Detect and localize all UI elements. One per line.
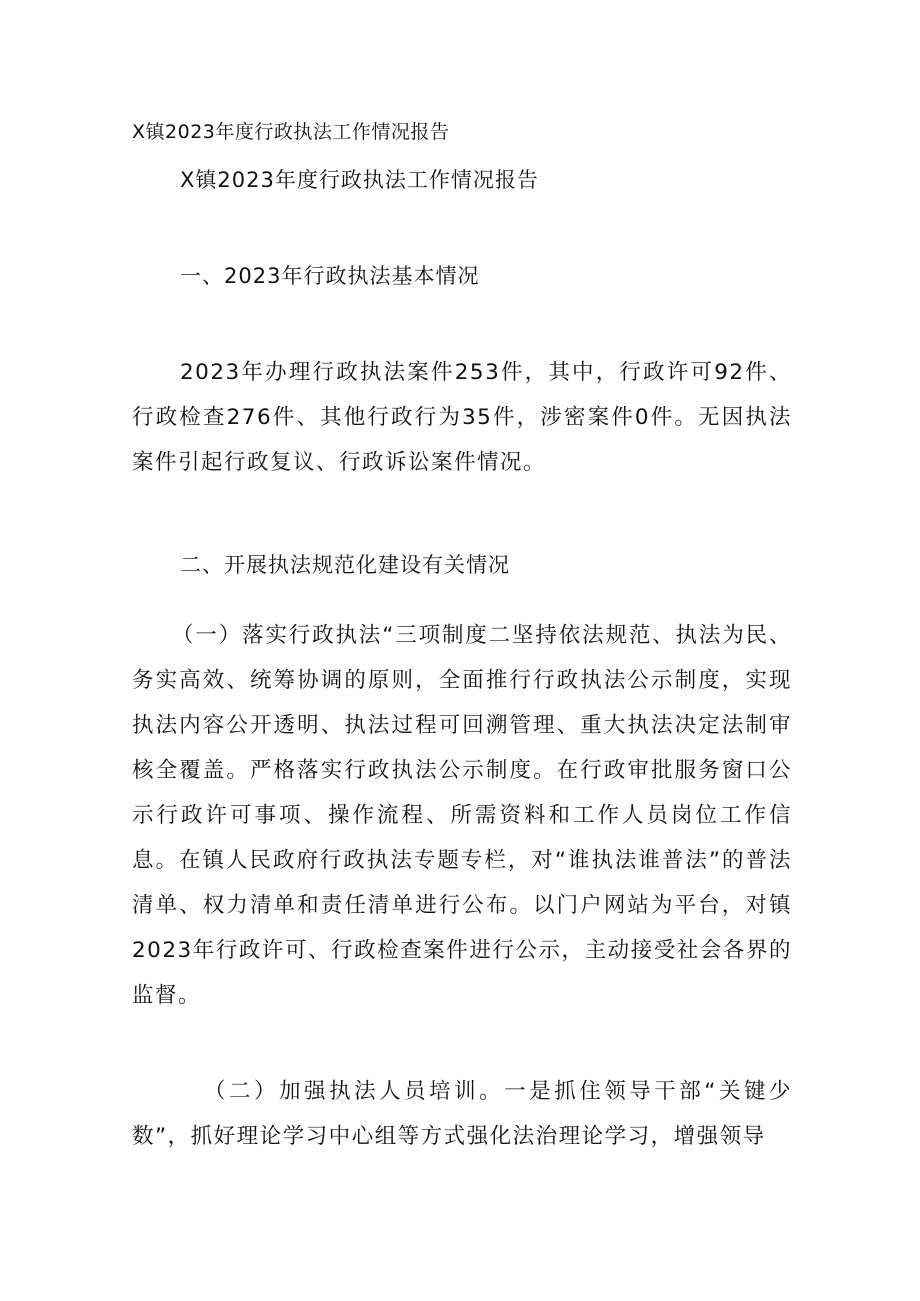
document-title: X镇2023年度行政执法工作情况报告 (180, 168, 539, 192)
section1-paragraph: 2023年办理行政执法案件253件，其中，行政许可92件、行政检查276件、其他行政行为35件，涉密案件0件。无因执法案件引起行政复议、行政诉讼案件情况。 (132, 360, 792, 475)
header-title: X镇2023年度行政执法工作情况报告 (132, 121, 450, 143)
section1-heading: 一、2023年行政执法基本情况 (180, 264, 480, 288)
section2-paragraph-1: （一）落实行政执法“三项制度二坚持依法规范、执法为民、务实高效、统筹协调的原则，全面推行行政执法公示制度，实现执法内容公开透明、执法过程可回溯管理、重大执法决定法制审核全覆盖。严格落实行政执法公示制度。在行政审批服务窗口公示行政许可事项、操作流程、所需资料和工作人员岗位工作信息。在镇人民政府行政执法专题专栏，对“谁执法谁普法”的普法清单、权力清单和责任清单进行公布。以门户网站为平台，对镇2023年行政许可、行政检查案件进行公示，主动接受社会各界的监督。 (132, 623, 792, 1008)
section2-heading: 二、开展执法规范化建设有关情况 (180, 553, 510, 577)
section2-paragraph-2: （二）加强执法人员培训。一是抓住领导干部“关键少数”，抓好理论学习中心组等方式强化法治理论学习，增强领导 (132, 1079, 792, 1149)
